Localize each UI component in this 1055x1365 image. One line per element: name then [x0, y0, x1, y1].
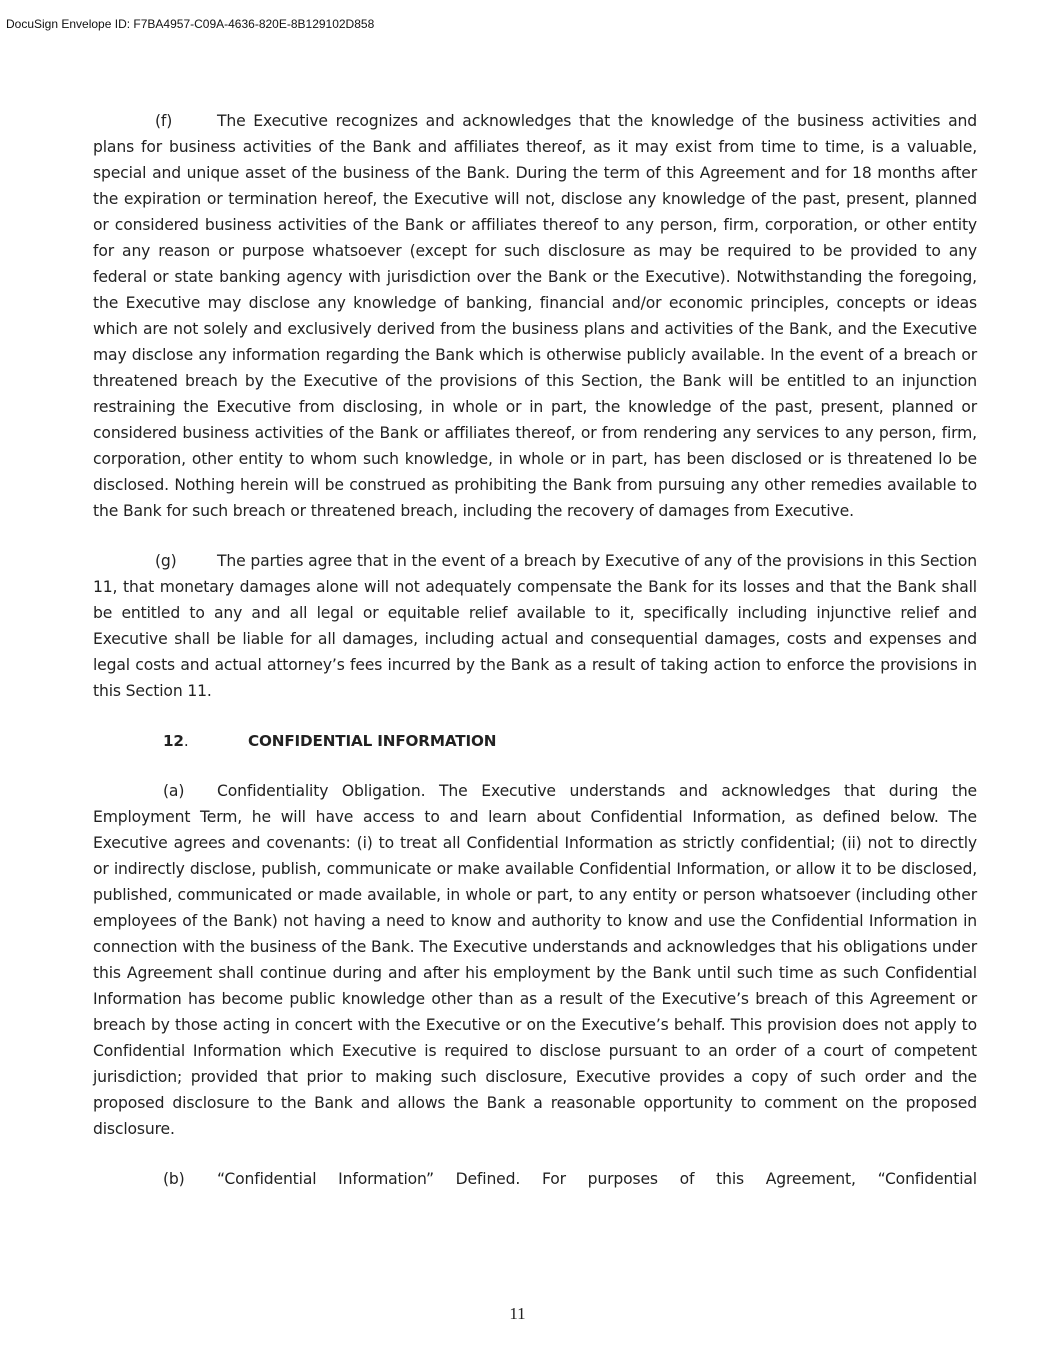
section-12-heading [93, 728, 977, 754]
page-number: 11 [509, 1304, 526, 1323]
section-12-number-wrap [163, 728, 248, 754]
paragraph-f-marker: (f) [155, 112, 173, 130]
section-12-number-dot: . [183, 732, 189, 750]
section-12-number: 12 [163, 732, 184, 750]
paragraph-12a [93, 778, 977, 1142]
paragraph-f-text: The Executive recognizes and acknowledges that the knowledge of the business activities and plans for business activities of the Bank and affiliates thereof, as it may exist from time to time, is a valuable, special and unique asset of the business of the Bank. During the term of this Agreement and for 18 months after the expiration or termination hereof, the Executive will not, disclose any knowledge of the past, present, planned or considered business activities of the Bank or affiliates thereof to any person, firm, corporation, or other entity for any reason or purpose whatsoever (except for such disclosure as may be required to be provided to any federal or state banking agency with jurisdiction over the Bank or the Executive). Notwithstanding the foregoing, the Executive may disclose any knowledge of banking, financial and/or economic principles, concepts or ideas which are not solely and exclusively derived from the business plans and activities of the Bank, and the Executive may disclose any information regarding the Bank which is otherwise publicly available. ln the event of a breach or threatened breach by the Executive of the provisions of this Section, the Bank will be entitled to an injunction restraining the Executive from disclosing, in whole or in part, the knowledge of the past, present, planned or considered business activities of the Bank or affiliates thereof, or from rendering any services to any person, firm, corporation, other entity to whom such knowledge, in whole or in part, has been disclosed or is threatened lo be disclosed. Nothing herein will be construed as prohibiting the Bank from pursuing any other remedies available to the Bank for such breach or threatened breach, including the recovery of damages from Executive. [93, 112, 977, 520]
paragraph-g-marker: (g) [155, 552, 177, 570]
document-body [93, 108, 977, 1192]
paragraph-12b-marker: (b) [163, 1170, 185, 1188]
paragraph-g-text: The parties agree that in the event of a breach by Executive of any of the provisions in this Section 11, that monetary damages alone will not adequately compensate the Bank for its losses and that the Bank shall be entitled to any and all legal or equitable relief available to it, specifically including injunctive relief and Executive shall be liable for all damages, including actual and consequential damages, costs and expenses and legal costs and actual attorney’s fees incurred by the Bank as a result of taking action to enforce the provisions in this Section 11. [93, 552, 977, 700]
section-12-title: CONFIDENTIAL INFORMATION [248, 732, 497, 750]
paragraph-g [93, 548, 977, 704]
paragraph-12a-marker: (a) [163, 782, 185, 800]
paragraph-12a-text: Confidentiality Obligation. The Executive understands and acknowledges that during the Employment Term, he will have access to and learn about Confidential Information, as defined below. The Executive agrees and covenants: (i) to treat all Confidential Information as strictly confidential; (ii) not to directly or indirectly disclose, publish, communicate or make available Confidential Information, or allow it to be disclosed, published, communicated or made available, in whole or part, to any entity or person whatsoever (including other employees of the Bank) not having a need to know and authority to know and use the Confidential Information in connection with the business of the Bank. The Executive understands and acknowledges that his obligations under this Agreement shall continue during and after his employment by the Bank until such time as such Confidential Information has become public knowledge other than as a result of the Executive’s breach of this Agreement or breach by those acting in concert with the Executive or on the Executive’s behalf. This provision does not apply to Confidential Information which Executive is required to disclose pursuant to an order of a court of competent jurisdiction; provided that prior to making such disclosure, Executive provides a copy of such order and the proposed disclosure to the Bank and allows the Bank a reasonable opportunity to comment on the proposed disclosure. [93, 782, 977, 1138]
docusign-envelope-id: DocuSign Envelope ID: F7BA4957-C09A-4636-820E-8B129102D858 [6, 17, 375, 31]
paragraph-12b-text: “Confidential Information” Defined. For purposes of this Agreement, “Confidential [217, 1170, 977, 1188]
paragraph-12b [93, 1166, 977, 1192]
paragraph-f [93, 108, 977, 524]
